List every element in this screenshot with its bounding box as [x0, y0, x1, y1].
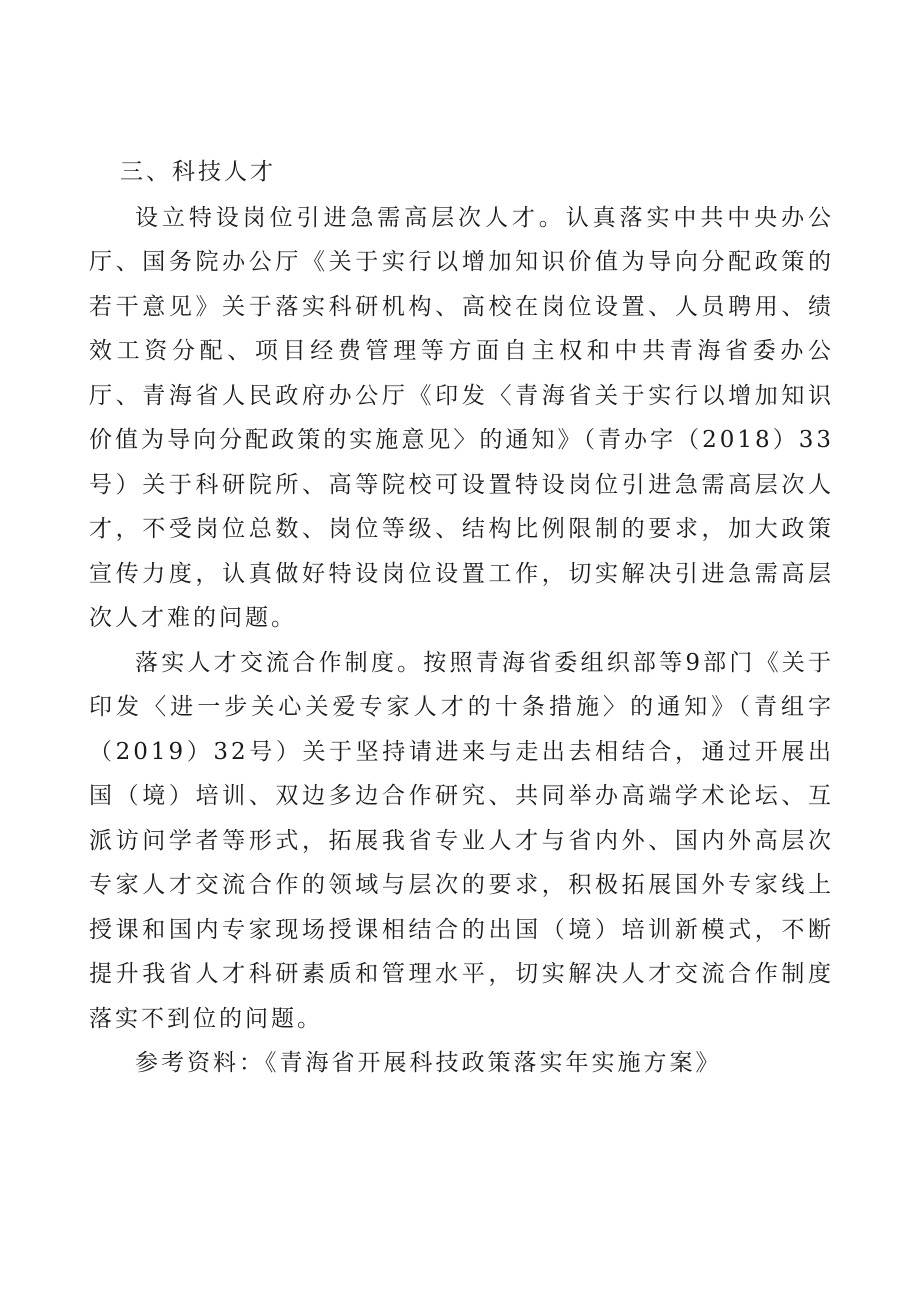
paragraph-talent-positions: 设立特设岗位引进急需高层次人才。认真落实中共中央办公厅、国务院办公厅《关于实行以增加知识价值为导向分配政策的若干意见》关于落实科研机构、高校在岗位设置、人员聘用、绩效工资分配、项目经费管理等方面自主权和中共青海省委办公厅、青海省人民政府办公厅《印发〈青海省关于实行以增加知识价值为导向分配政策的实施意见〉的通知》（青办字（2018）33号）关于科研院所、高等院校可设置特设岗位引进急需高层次人才，不受岗位总数、岗位等级、结构比例限制的要求，加大政策宣传力度，认真做好特设岗位设置工作，切实解决引进急需高层次人才难的问题。 [89, 204, 834, 631]
document-body [89, 150, 834, 1086]
paragraph-talent-exchange: 落实人才交流合作制度。按照青海省委组织部等9部门《关于印发〈进一步关心关爱专家人才的十条措施〉的通知》（青组字（2019）32号）关于坚持请进来与走出去相结合，通过开展出国（境）培训、双边多边合作研究、共同举办高端学术论坛、互派访问学者等形式，拓展我省专业人才与省内外、国内外高层次专家人才交流合作的领域与层次的要求，积极拓展国外专家线上授课和国内专家现场授课相结合的出国（境）培训新模式，不断提升我省人才科研素质和管理水平，切实解决人才交流合作制度落实不到位的问题。 [89, 649, 834, 1032]
reference-note: 参考资料：《青海省开展科技政策落实年实施方案》 [135, 1050, 722, 1076]
section-heading: 三、科技人才 [120, 159, 276, 185]
